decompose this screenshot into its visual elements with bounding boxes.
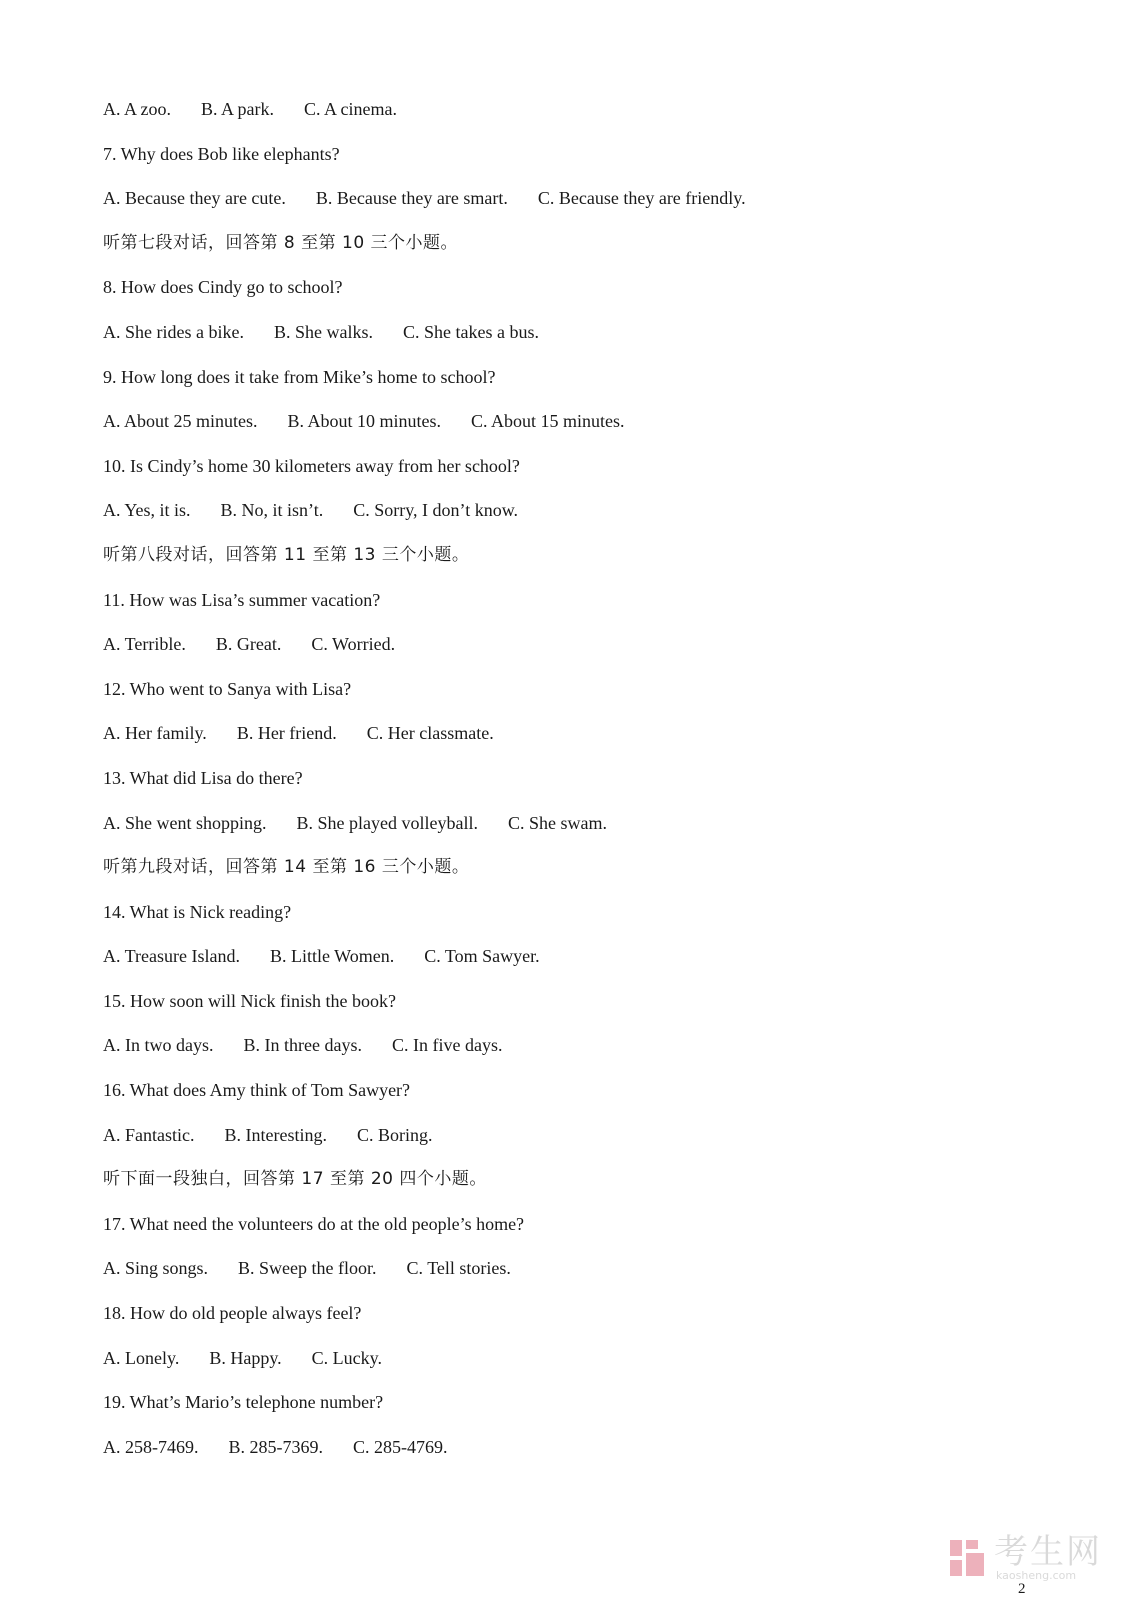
question-text: 14. What is Nick reading? bbox=[103, 901, 292, 922]
answer-option: A. Fantastic. bbox=[103, 1124, 195, 1145]
answer-option: C. In five days. bbox=[391, 1035, 503, 1056]
answer-option: B. Because they are smart. bbox=[315, 188, 508, 209]
answer-option: A. Treasure Island. bbox=[103, 946, 240, 967]
question-text: 7. Why does Bob like elephants? bbox=[103, 143, 340, 164]
answer-option: A. In two days. bbox=[103, 1035, 214, 1056]
answer-option: B. Interesting. bbox=[224, 1124, 327, 1145]
answer-option: B. Her friend. bbox=[236, 723, 337, 744]
answer-option: C. Lucky. bbox=[311, 1347, 382, 1368]
question-text: 12. Who went to Sanya with Lisa? bbox=[103, 678, 352, 699]
answer-option: B. Happy. bbox=[209, 1347, 282, 1368]
answer-option: A. 258-7469. bbox=[103, 1436, 199, 1457]
question-text: 9. How long does it take from Mike’s home to school? bbox=[103, 366, 496, 387]
answer-option: C. A cinema. bbox=[304, 99, 398, 119]
answer-option: A. Because they are cute. bbox=[103, 188, 286, 209]
answer-option: C. About 15 minutes. bbox=[471, 411, 625, 432]
answer-option: B. She played volleyball. bbox=[296, 812, 478, 833]
section-instruction: 听第七段对话，回答第 8 至第 10 三个小题。 bbox=[103, 232, 459, 253]
answer-options-row bbox=[103, 941, 1091, 986]
answer-options-row bbox=[103, 1432, 1091, 1477]
section-instruction: 听下面一段独白，回答第 17 至第 20 四个小题。 bbox=[103, 1169, 487, 1190]
answer-option: B. A park. bbox=[201, 99, 275, 119]
answer-option: B. In three days. bbox=[243, 1035, 362, 1056]
question-text: 11. How was Lisa’s summer vacation? bbox=[103, 589, 381, 610]
answer-option: A. Lonely. bbox=[103, 1347, 180, 1368]
answer-option: C. She takes a bus. bbox=[402, 321, 539, 342]
watermark-logo bbox=[948, 1532, 1118, 1584]
watermark-mark-icon bbox=[948, 1538, 986, 1578]
answer-options-row bbox=[103, 808, 1091, 853]
answer-options-row bbox=[103, 629, 1091, 674]
watermark-subtext: kaosheng.com bbox=[996, 1569, 1077, 1582]
answer-options-row bbox=[103, 495, 1091, 540]
question-text: 17. What need the volunteers do at the old people’s home? bbox=[103, 1213, 525, 1234]
section-instruction: 听第八段对话，回答第 11 至第 13 三个小题。 bbox=[103, 544, 470, 565]
answer-option: C. Sorry, I don’t know. bbox=[353, 500, 519, 521]
answer-options-row bbox=[103, 183, 1091, 228]
question-text: 8. How does Cindy go to school? bbox=[103, 277, 343, 298]
question-text: 15. How soon will Nick finish the book? bbox=[103, 990, 396, 1011]
answer-option: A. Her family. bbox=[103, 723, 207, 744]
answer-options-row bbox=[103, 94, 1091, 139]
answer-option: C. Boring. bbox=[356, 1124, 433, 1145]
answer-option: A. She went shopping. bbox=[103, 812, 267, 833]
answer-options-row bbox=[103, 1030, 1091, 1075]
answer-options-row bbox=[103, 317, 1091, 362]
answer-option: B. Great. bbox=[215, 634, 282, 655]
answer-option: C. Because they are friendly. bbox=[537, 188, 746, 209]
answer-options-row bbox=[103, 718, 1091, 763]
question-text: 10. Is Cindy’s home 30 kilometers away from her school? bbox=[103, 455, 520, 476]
section-instruction: 听第九段对话，回答第 14 至第 16 三个小题。 bbox=[103, 857, 470, 878]
answer-options-row bbox=[103, 1343, 1091, 1388]
answer-option: C. 285-4769. bbox=[353, 1436, 448, 1457]
answer-option: A. Sing songs. bbox=[103, 1258, 209, 1279]
question-text: 16. What does Amy think of Tom Sawyer? bbox=[103, 1080, 411, 1101]
answer-option: B. No, it isn’t. bbox=[220, 500, 324, 521]
question-text: 13. What did Lisa do there? bbox=[103, 767, 303, 788]
answer-option: C. Her classmate. bbox=[366, 723, 494, 744]
answer-option: B. 285-7369. bbox=[228, 1436, 323, 1457]
answer-option: B. She walks. bbox=[273, 321, 373, 342]
answer-option: A. About 25 minutes. bbox=[103, 411, 258, 432]
answer-option: C. Tell stories. bbox=[406, 1258, 511, 1279]
answer-option: A. She rides a bike. bbox=[103, 321, 244, 342]
answer-option: C. Tom Sawyer. bbox=[424, 946, 540, 967]
answer-options-row bbox=[103, 406, 1091, 451]
answer-option: C. She swam. bbox=[507, 812, 607, 833]
document-body bbox=[103, 94, 1091, 1476]
page-number: 2 bbox=[1018, 1581, 1026, 1597]
answer-option: A. A zoo. bbox=[103, 99, 172, 119]
watermark-text: 考生网 bbox=[994, 1532, 1102, 1572]
question-text: 18. How do old people always feel? bbox=[103, 1303, 362, 1324]
answer-options-row bbox=[103, 1120, 1091, 1165]
question-text: 19. What’s Mario’s telephone number? bbox=[103, 1392, 384, 1413]
answer-options-row bbox=[103, 1253, 1091, 1298]
answer-option: A. Terrible. bbox=[103, 634, 186, 655]
answer-option: B. Little Women. bbox=[270, 946, 395, 967]
answer-option: A. Yes, it is. bbox=[103, 500, 191, 521]
answer-option: B. Sweep the floor. bbox=[238, 1258, 377, 1279]
answer-option: C. Worried. bbox=[311, 634, 396, 655]
answer-option: B. About 10 minutes. bbox=[287, 411, 442, 432]
